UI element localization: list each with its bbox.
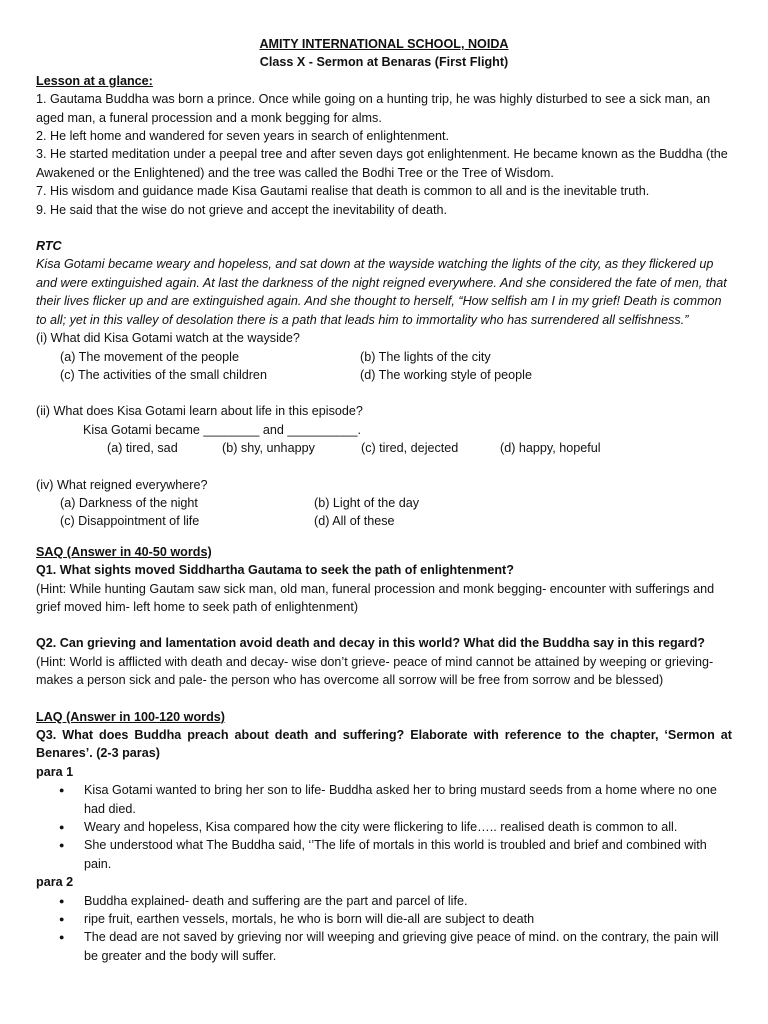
glance-point: 7. His wisdom and guidance made Kisa Gautami realise that death is common to all and is the inevitable truth.: [36, 184, 650, 199]
rtc-options-2: [36, 439, 732, 457]
option: (a) tired, sad: [107, 441, 178, 456]
option: (c) Disappointment of life: [60, 514, 200, 529]
rtc-options-3: [36, 494, 732, 531]
rtc-question-3: (iv) What reigned everywhere?: [36, 477, 208, 492]
document-page: [36, 35, 732, 965]
option: (d) The working style of people: [360, 367, 532, 382]
option: (a) The movement of the people: [60, 349, 239, 364]
option: (b) shy, unhappy: [222, 441, 315, 456]
list-item: ● Weary and hopeless, Kisa compared how the city were flickering to life….. realised death is common to all.: [36, 818, 732, 836]
rtc-options-1: [36, 348, 732, 385]
option: (c) tired, dejected: [361, 441, 459, 456]
para-2-label: para 2: [36, 875, 74, 890]
glance-point: 3. He started meditation under a peepal tree and after seven days got enlightenment. He became known as the Buddha (the Awakened or the Enlightened) and the tree was called the Bodhi Tree or the Tree of Wisdom.: [36, 147, 728, 180]
glance-point: 9. He said that the wise do not grieve and accept the inevitability of death.: [36, 202, 447, 217]
para-2-list: [36, 892, 732, 966]
saq-question-1: Q1. What sights moved Siddhartha Gautama to seek the path of enlightenment?: [36, 563, 514, 578]
option: (b) The lights of the city: [360, 349, 491, 364]
list-item: ● ripe fruit, earthen vessels, mortals, he who is born will die-all are subject to death: [36, 910, 732, 928]
rtc-passage: Kisa Gotami became weary and hopeless, and sat down at the wayside watching the lights of the city, as they flickered up and were extinguished again. At last the darkness of the night reigned everywhere. And she considered the fate of men, that their lives flicker up and are extinguished again. And she thought to herself, “How selfish am I in my grief! Death is common to all; yet in this valley of desolation there is a path that leads him to immortality who has surrendered all selfishness.”: [36, 257, 727, 327]
rtc-heading: RTC: [36, 239, 62, 254]
para-1-label: para 1: [36, 764, 74, 779]
para-1-list: [36, 781, 732, 873]
rtc-question-1: (i) What did Kisa Gotami watch at the wayside?: [36, 331, 300, 346]
option: (d) happy, hopeful: [500, 441, 601, 456]
laq-question-3: Q3. What does Buddha preach about death and suffering? Elaborate with reference to the chapter, ‘Sermon at Benares’. (2-3 paras): [36, 728, 732, 761]
option: (b) Light of the day: [314, 495, 420, 510]
rtc-fill-blank: Kisa Gotami became ________ and __________.: [83, 422, 361, 437]
list-item: ● Kisa Gotami wanted to bring her son to life- Buddha asked her to bring mustard seeds from a home where no one had died.: [36, 781, 732, 818]
rtc-question-2: (ii) What does Kisa Gotami learn about life in this episode?: [36, 404, 363, 419]
option: (d) All of these: [314, 514, 395, 529]
school-title: AMITY INTERNATIONAL SCHOOL, NOIDA: [259, 37, 509, 51]
option: (c) The activities of the small children: [60, 367, 267, 382]
option: (a) Darkness of the night: [60, 495, 198, 510]
glance-point: 2. He left home and wandered for seven years in search of enlightenment.: [36, 129, 450, 144]
list-item: ● Buddha explained- death and suffering are the part and parcel of life.: [36, 892, 732, 910]
glance-point: 1. Gautama Buddha was born a prince. Once while going on a hunting trip, he was highly disturbed to see a sick man, an aged man, a funeral procession and a monk begging for alms.: [36, 92, 711, 125]
laq-heading: LAQ (Answer in 100-120 words): [36, 709, 225, 724]
glance-heading: Lesson at a glance:: [36, 73, 153, 88]
saq-hint-2: (Hint: World is afflicted with death and decay- wise don’t grieve- peace of mind cannot be attained by weeping or grieving- makes a person sick and pale- the person who has overcome all sorrow will be free from sorrow and be blessed): [36, 654, 714, 688]
list-item: ● She understood what The Buddha said, ‘’The life of mortals in this world is troubled and brief and combined with pain.: [36, 836, 732, 873]
saq-heading: SAQ (Answer in 40-50 words): [36, 544, 212, 559]
saq-question-2: Q2. Can grieving and lamentation avoid death and decay in this world? What did the Buddha say in this regard?: [36, 636, 705, 651]
class-subtitle: Class X - Sermon at Benaras (First Flight): [259, 55, 509, 70]
saq-hint-1: (Hint: While hunting Gautam saw sick man, old man, funeral procession and monk begging- encounter with sufferings and grief moved him- left home to seek path of enlightenment): [36, 581, 715, 614]
list-item: ● The dead are not saved by grieving nor will weeping and grieving give peace of mind. on the contrary, the pain will be greater and the body will suffer.: [36, 928, 732, 965]
